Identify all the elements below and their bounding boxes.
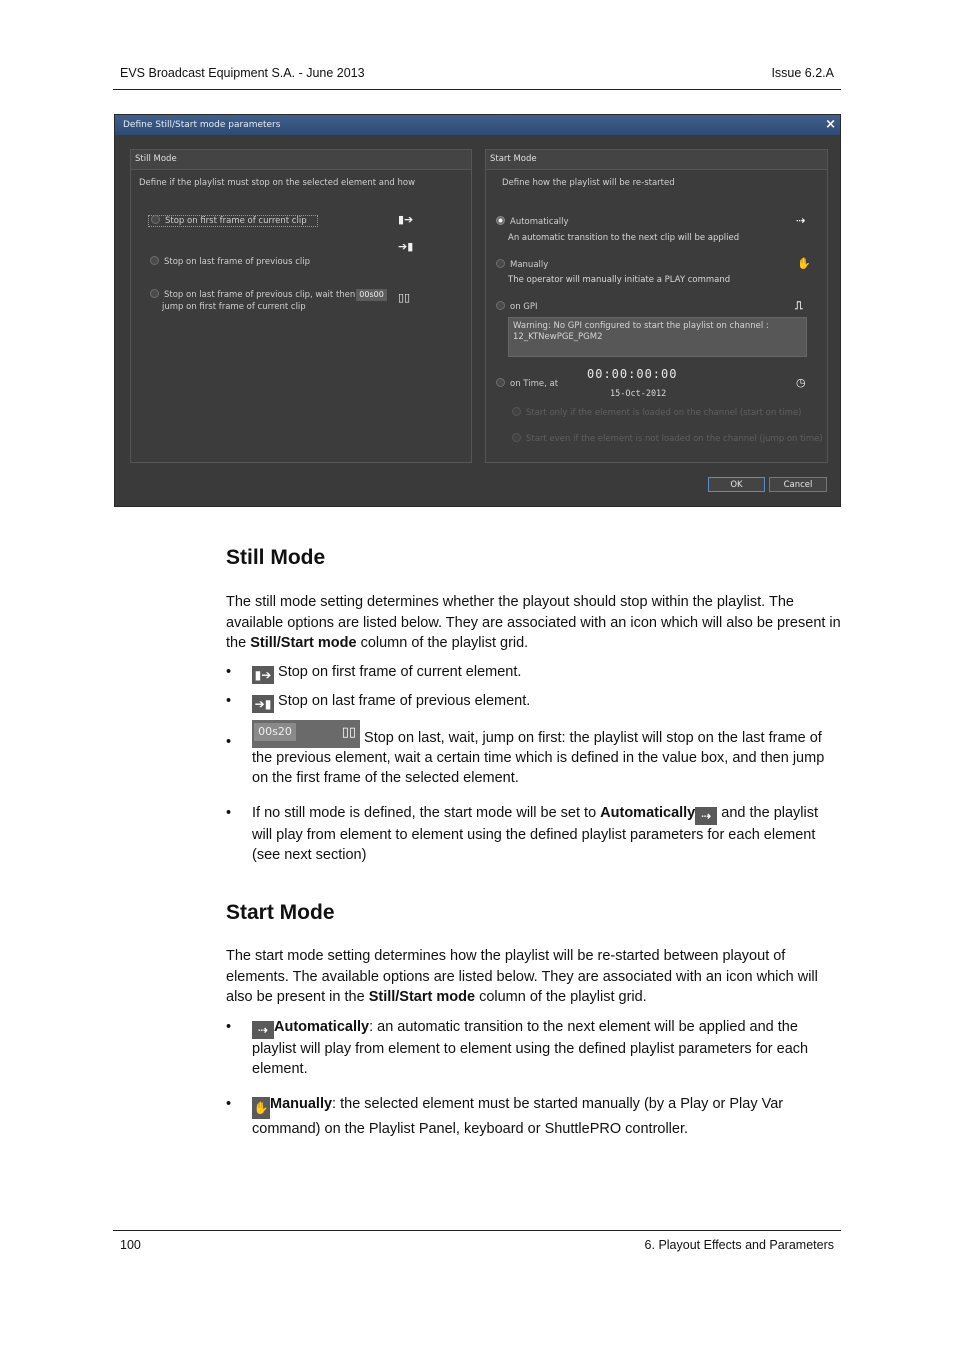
- still-option-wait-jump-label-2: jump on first frame of current clip: [162, 302, 306, 312]
- still-panel-title: Still Mode: [131, 150, 471, 170]
- start-mode-heading: Start Mode: [226, 901, 335, 924]
- start-panel-title: Start Mode: [486, 150, 827, 170]
- start-option-gpi-label: on GPI: [510, 302, 538, 312]
- still-option-last-frame[interactable]: [150, 256, 310, 268]
- radio-manual[interactable]: [496, 259, 505, 268]
- wait-jump-icon: ▯▯: [398, 291, 411, 304]
- automatic-arrow-icon: ⇢: [796, 214, 806, 227]
- gpi-warning-line1: Warning: No GPI configured to start the playlist on channel :: [513, 321, 769, 331]
- header-rule: [113, 89, 841, 90]
- hand-icon: ✋: [252, 1097, 270, 1119]
- automatic-description: An automatic transition to the next clip will be applied: [508, 233, 740, 243]
- time-sub-option-start-even: [512, 433, 823, 445]
- still-option-first-frame-label: Stop on first frame of current clip: [165, 216, 307, 226]
- radio-gpi[interactable]: [496, 301, 505, 310]
- automatic-arrow-icon: ⇢: [695, 807, 717, 825]
- last-frame-icon: ➔▮: [398, 240, 414, 253]
- start-option-automatic-label: Automatically: [510, 217, 569, 227]
- dialog-title-bar: [115, 115, 840, 135]
- still-option-wait-jump[interactable]: [150, 289, 387, 301]
- first-frame-icon: ▮➔: [398, 213, 414, 226]
- radio-last-frame[interactable]: [150, 256, 159, 265]
- still-panel-description: Define if the playlist must stop on the selected element and how: [139, 178, 416, 188]
- radio-automatic[interactable]: [496, 216, 505, 225]
- radio-first-frame[interactable]: [151, 215, 160, 224]
- start-mode-panel: [485, 149, 828, 463]
- header-left: EVS Broadcast Equipment S.A. - June 2013: [120, 66, 365, 80]
- still-mode-panel: [130, 149, 472, 463]
- close-icon[interactable]: ×: [825, 117, 836, 132]
- date-input[interactable]: 15-Oct-2012: [610, 389, 667, 399]
- still-option-wait-jump-label-1: Stop on last frame of previous clip, wait then: [164, 290, 356, 300]
- dialog-title: Define Still/Start mode parameters: [123, 120, 281, 130]
- wait-jump-icon: 00s20 ▯▯: [252, 720, 360, 748]
- start-option-automatic[interactable]: [496, 216, 569, 228]
- start-option-gpi[interactable]: [496, 301, 538, 313]
- radio-time[interactable]: [496, 378, 505, 387]
- start-option-time-label: on Time, at: [510, 379, 559, 389]
- page-number: 100: [120, 1238, 141, 1252]
- time-sub-option-start-only: [512, 407, 802, 419]
- gpi-warning-line2: 12_KTNewPGE_PGM2: [513, 332, 603, 342]
- still-mode-heading: Still Mode: [226, 546, 326, 569]
- still-mode-intro: The still mode setting determines whether the playout should stop within the playlist. The available options are listed below. They are associated with an icon which will also be present in the Still/Start mode column of the playlist grid.: [226, 594, 841, 651]
- gpi-pulse-icon: ⎍: [795, 299, 803, 312]
- automatic-arrow-icon: ⇢: [252, 1021, 274, 1039]
- ok-button[interactable]: OK: [708, 477, 765, 492]
- header-right: Issue 6.2.A: [771, 66, 834, 80]
- manual-description: The operator will manually initiate a PLAY command: [508, 275, 731, 285]
- timecode-input[interactable]: 00:00:00:00: [587, 367, 678, 381]
- start-option-manual[interactable]: [496, 259, 548, 271]
- clock-icon: ◷: [796, 376, 806, 389]
- last-frame-icon: ➔▮: [252, 695, 274, 713]
- start-panel-description: Define how the playlist will be re-started: [502, 178, 675, 188]
- time-sub-option-start-even-label: Start even if the element is not loaded on the channel (jump on time): [526, 434, 823, 444]
- start-mode-intro: The start mode setting determines how the playlist will be re-started between playout of elements. The available options are listed below. They are associated with an icon which will also be present in the Still/Start mode column of the playlist grid.: [226, 948, 818, 1005]
- hand-icon: ✋: [797, 257, 811, 270]
- still-option-first-frame[interactable]: [148, 215, 318, 227]
- still-option-last-frame-label: Stop on last frame of previous clip: [164, 257, 310, 267]
- cancel-button[interactable]: Cancel: [769, 477, 827, 492]
- radio-wait-jump[interactable]: [150, 289, 159, 298]
- still-start-dialog: [114, 114, 841, 507]
- footer-rule: [113, 1230, 841, 1231]
- chapter-title: 6. Playout Effects and Parameters: [644, 1238, 834, 1252]
- time-sub-option-start-only-label: Start only if the element is loaded on the channel (start on time): [526, 408, 802, 418]
- first-frame-icon: ▮➔: [252, 666, 274, 684]
- gpi-warning-box: [508, 317, 807, 357]
- start-option-time[interactable]: [496, 378, 558, 390]
- wait-value-input[interactable]: 00s00: [356, 289, 387, 301]
- start-option-manual-label: Manually: [510, 260, 549, 270]
